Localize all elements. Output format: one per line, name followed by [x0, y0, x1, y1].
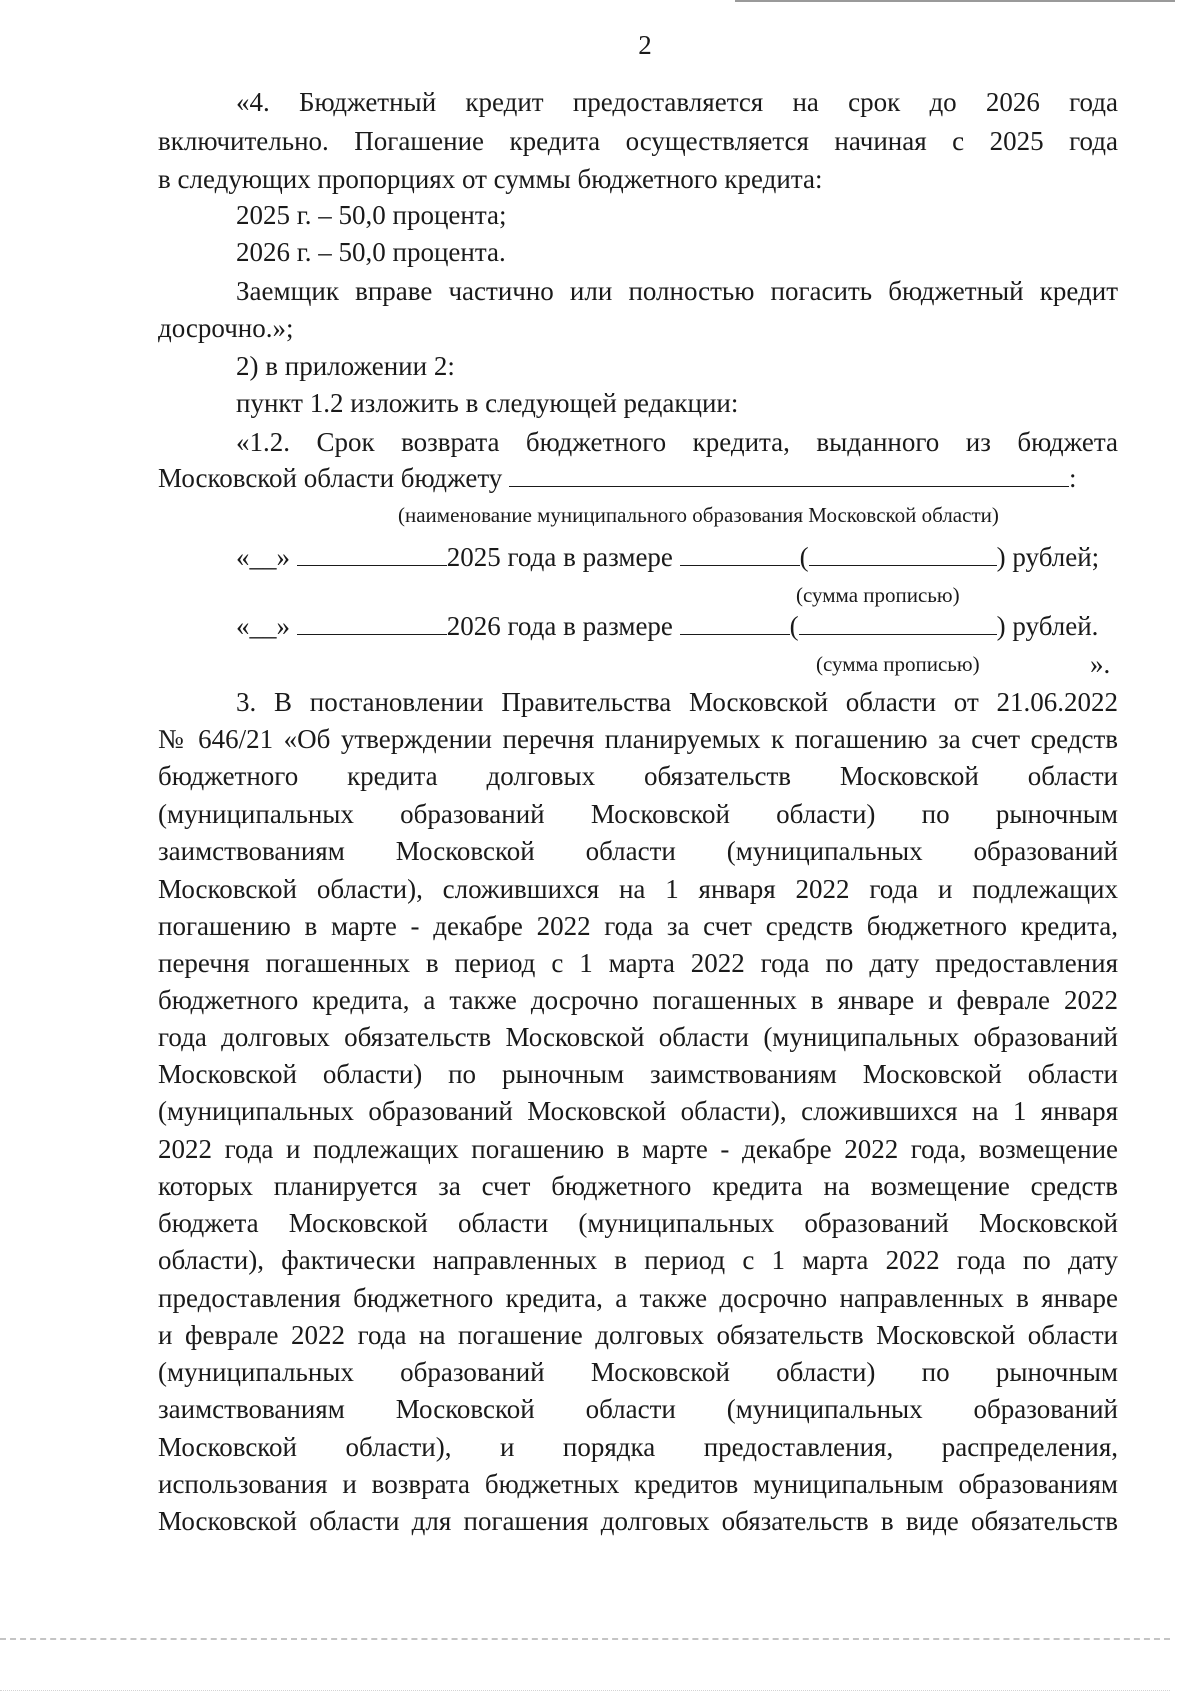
text-fragment: 2026 года в размере	[446, 611, 673, 641]
text-line: бюджетного кредита, а также досрочно погашенных в январе и феврале 2022	[158, 985, 1118, 1015]
text-line: заимствованиям Московской области (муниципальных образований	[158, 1394, 1118, 1424]
text-line: бюджетного кредита долговых обязательств Московской области	[158, 761, 1118, 791]
caption-sum: (сумма прописью)	[816, 652, 980, 676]
text-line: 2026 г. – 50,0 процента.	[236, 237, 506, 267]
text-line-with-blank	[158, 459, 1118, 497]
text-fragment: Московской области бюджету	[158, 463, 503, 493]
text-line: (муниципальных образований Московской области), сложившихся на 1 января	[158, 1096, 1118, 1126]
text-line: погашению в марте - декабре 2022 года за счет средств бюджетного кредита,	[158, 911, 1118, 941]
fill-in-blank	[297, 538, 447, 566]
text-fragment: :	[1069, 463, 1077, 493]
fill-in-blank	[799, 607, 997, 635]
repayment-row-2026	[236, 607, 1118, 645]
text-line: № 646/21 «Об утверждении перечня планируемых к погашению за счет средств	[158, 724, 1118, 754]
date-day-blank: «__»	[236, 611, 290, 641]
fill-in-blank	[509, 459, 1069, 487]
text-line: 2025 г. – 50,0 процента;	[236, 200, 507, 230]
text-line: которых планируется за счет бюджетного кредита на возмещение средств	[158, 1171, 1118, 1201]
text-fragment: (	[799, 542, 809, 572]
text-line: бюджета Московской области (муниципальных образований Московской	[158, 1208, 1118, 1238]
repayment-row-2025	[236, 538, 1118, 576]
text-line: использования и возврата бюджетных кредитов муниципальным образованиям	[158, 1469, 1118, 1499]
bottom-scan-rule	[0, 1690, 1170, 1691]
text-line: заимствованиям Московской области (муниципальных образований	[158, 836, 1118, 866]
text-line: «4. Бюджетный кредит предоставляется на срок до 2026 года	[236, 87, 1118, 117]
text-line: Московской области) по рыночным заимствованиям Московской области	[158, 1059, 1118, 1089]
text-line: перечня погашенных в период с 1 марта 2022 года по дату предоставления	[158, 948, 1118, 978]
text-line: 2022 года и подлежащих погашению в марте - декабре 2022 года, возмещение	[158, 1134, 1118, 1164]
text-line: области), фактически направленных в период с 1 марта 2022 года по дату	[158, 1245, 1118, 1275]
text-line: Московской области), сложившихся на 1 января 2022 года и подлежащих	[158, 874, 1118, 904]
text-fragment: ) рублей.	[996, 611, 1099, 641]
text-line: и феврале 2022 года на погашение долговых обязательств Московской области	[158, 1320, 1118, 1350]
text-fragment: (	[789, 611, 799, 641]
text-line: Московской области), и порядка предоставления, распределения,	[158, 1432, 1118, 1462]
fill-in-blank	[680, 538, 800, 566]
caption-municipality: (наименование муниципального образования Московской области)	[398, 503, 999, 527]
text-line: предоставления бюджетного кредита, а также досрочно направленных в январе	[158, 1283, 1118, 1313]
text-line: (муниципальных образований Московской области) по рыночным	[158, 1357, 1118, 1387]
text-line: года долговых обязательств Московской области (муниципальных образований	[158, 1022, 1118, 1052]
text-line: Заемщик вправе частично или полностью погасить бюджетный кредит	[236, 276, 1118, 306]
text-line: включительно. Погашение кредита осуществляется начиная с 2025 года	[158, 126, 1118, 156]
text-line: досрочно.»;	[158, 313, 294, 343]
fill-in-blank	[809, 538, 997, 566]
date-day-blank: «__»	[236, 542, 290, 572]
closing-quote: ».	[1090, 649, 1111, 679]
top-scan-rule	[735, 0, 1175, 2]
text-fragment: ) рублей;	[996, 542, 1100, 572]
text-line: 3. В постановлении Правительства Московской области от 21.06.2022	[236, 687, 1118, 717]
text-line: в следующих пропорциях от суммы бюджетного кредита:	[158, 164, 823, 194]
text-line: (муниципальных образований Московской области) по рыночным	[158, 799, 1118, 829]
text-line: пункт 1.2 изложить в следующей редакции:	[236, 388, 739, 418]
text-line: 2) в приложении 2:	[236, 351, 455, 381]
fill-in-blank	[297, 607, 447, 635]
page-number: 2	[638, 30, 652, 60]
bottom-scan-rule	[0, 1638, 1170, 1640]
text-line: Московской области для погашения долговых обязательств в виде обязательств	[158, 1506, 1118, 1536]
text-fragment: 2025 года в размере	[446, 542, 673, 572]
fill-in-blank	[680, 607, 790, 635]
caption-sum: (сумма прописью)	[796, 583, 960, 607]
text-line: «1.2. Срок возврата бюджетного кредита, выданного из бюджета	[236, 427, 1118, 457]
